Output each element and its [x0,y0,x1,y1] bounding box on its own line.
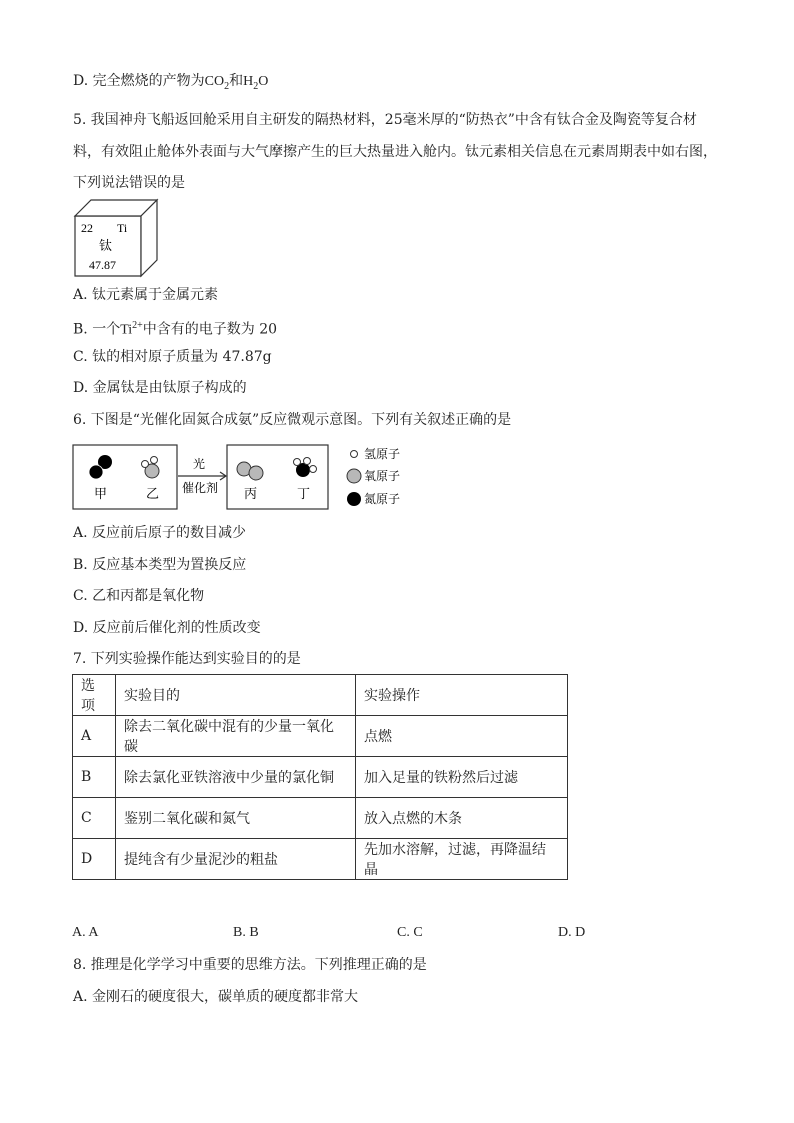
table-cell: B [73,757,116,798]
formula-h2o-subscript: 2 [253,80,259,92]
q6-stem: 6. 下图是“光催化固氮合成氨”反应微观示意图。下列有关叙述正确的是 [73,412,512,428]
element-atomic-number: 22 [81,221,93,235]
reactants-box [73,445,177,509]
q5-option-c: C. 钛的相对原子质量为 47.87g [73,349,272,365]
legend-oxygen-label: 氧原子 [364,469,401,483]
q5-option-a: A. 钛元素属于金属元素 [73,287,219,303]
q4-option-d [73,71,268,97]
table-cell: 放入点燃的木条 [356,798,568,839]
formula-co2-subscript: 2 [224,80,230,92]
q8-stem: 8. 推理是化学学习中重要的思维方法。下列推理正确的是 [73,957,427,973]
arrow-condition-catalyst: 催化剂 [182,481,219,495]
formula-h2o-h: H [243,74,254,89]
element-atomic-mass: 47.87 [89,258,116,272]
q5-stem-line1: 5. 我国神舟飞船返回舱采用自主研发的隔热材料，25毫米厚的“防热衣”中含有钛合金及陶瓷等复合材 [73,112,697,128]
table-header: 实验目的 [116,675,356,716]
legend-oxygen-icon [347,469,361,483]
reaction-diagram [72,442,417,512]
q6-option-b: B. 反应基本类型为置换反应 [73,557,247,573]
table-header: 选项 [73,675,116,716]
table-cell: 加入足量的铁粉然后过滤 [356,757,568,798]
q5-stem-line3: 下列说法错误的是 [73,175,185,191]
q4-and-text: 和 [229,73,244,89]
experiment-table [72,674,568,880]
label-yi: 乙 [146,487,160,502]
table-header-row [73,675,568,716]
legend-hydrogen-label: 氢原子 [364,447,401,461]
table-cell: A [73,716,116,757]
table-row [73,798,568,839]
legend-nitrogen-label: 氮原子 [364,492,401,506]
q7-answer-b: B. B [233,925,259,940]
table-cell: C [73,798,116,839]
q6-option-c: C. 乙和丙都是氧化物 [73,588,205,604]
element-symbol: Ti [117,221,128,235]
q6-option-d: D. 反应前后催化剂的性质改变 [73,620,261,636]
table-cell: D [73,839,116,880]
products-box [227,445,328,509]
formula-co2: CO [204,74,225,89]
table-row [73,716,568,757]
titanium-element-cube [73,198,159,278]
table-cell: 先加水溶解，过滤，再降温结晶 [356,839,568,880]
table-cell: 提纯含有少量泥沙的粗盐 [116,839,356,880]
legend [347,447,400,506]
q5-option-d: D. 金属钛是由钛原子构成的 [73,380,247,396]
table-cell: 点燃 [356,716,568,757]
table-row [73,757,568,798]
q8-option-a: A. 金刚石的硬度很大，碳单质的硬度都非常大 [73,989,359,1005]
arrow-condition-light: 光 [193,457,206,471]
q4-option-d-text: D. 完全燃烧的产物为 [73,73,205,89]
element-name: 钛 [99,239,113,254]
label-bing: 丙 [244,487,258,502]
label-jia: 甲 [94,487,108,502]
q7-answer-d: D. D [558,925,586,940]
table-cell: 鉴别二氧化碳和氮气 [116,798,356,839]
q6-option-a: A. 反应前后原子的数目减少 [73,525,247,541]
q7-answer-c: C. C [397,925,423,940]
table-header: 实验操作 [356,675,568,716]
q7-answer-a: A. A [72,925,99,940]
q7-stem: 7. 下列实验操作能达到实验目的的是 [73,651,301,667]
formula-ti-ion: Ti [120,322,133,338]
q5-option-b-suffix: 中含有的电子数为 20 [142,321,278,338]
q5-stem-line2: 料，有效阻止舱体外表面与大气摩擦产生的巨大热量进入舱内。钛元素相关信息在元素周期表中如右图， [73,144,717,160]
q5-option-b [73,316,277,341]
formula-ti-charge: 2+ [132,320,143,331]
q5-option-b-prefix: B. 一个 [73,321,121,338]
legend-hydrogen-icon [351,451,358,458]
table-cell: 除去二氧化碳中混有的少量一氧化碳 [116,716,356,757]
table-cell: 除去氯化亚铁溶液中少量的氯化铜 [116,757,356,798]
formula-h2o-o: O [258,74,269,89]
table-row [73,839,568,880]
label-ding: 丁 [297,487,311,502]
legend-nitrogen-icon [347,492,361,506]
